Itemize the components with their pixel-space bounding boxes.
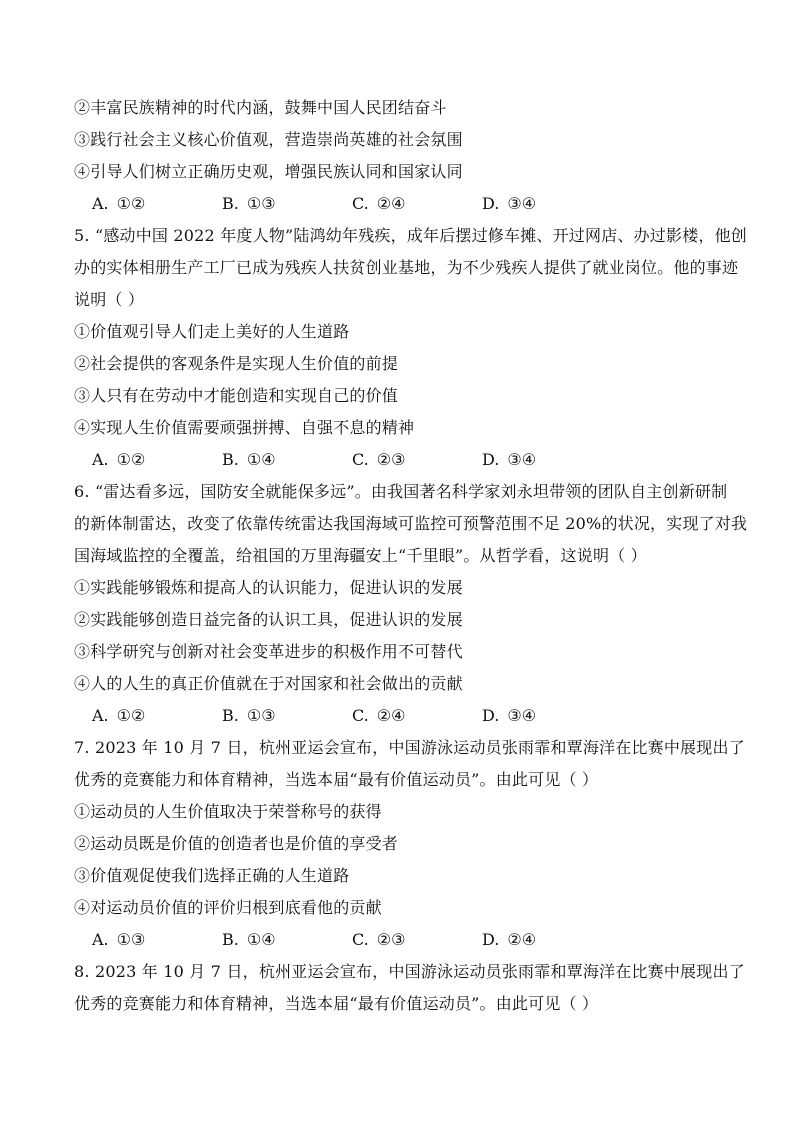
statement-2: ②丰富民族精神的时代内涵，鼓舞中国人民团结奋斗 [74, 98, 447, 117]
question-stem-line: 6. “雷达看多远，国防安全就能保多远”。由我国著名科学家刘永坦带领的团队自主创新研制 [74, 482, 728, 501]
statement-4: ④人的人生的真正价值就在于对国家和社会做出的贡献 [74, 674, 463, 693]
option-a[interactable]: A. ①② [92, 194, 146, 213]
statement-4: ④引导人们树立正确历史观，增强民族认同和国家认同 [74, 162, 463, 181]
question-stem-line: 优秀的竞赛能力和体育精神，当选本届“最有价值运动员”。由此可见（ ） [74, 770, 599, 789]
statement-2: ②运动员既是价值的创造者也是价值的享受者 [74, 834, 399, 853]
option-a[interactable]: A. ①② [92, 706, 146, 725]
option-b[interactable]: B. ①④ [222, 450, 276, 469]
option-c[interactable]: C. ②④ [352, 706, 406, 725]
option-d[interactable]: D. ③④ [482, 706, 537, 725]
statement-2: ②实践能够创造日益完备的认识工具，促进认识的发展 [74, 610, 463, 629]
question-stem-line: 的新体制雷达，改变了依靠传统雷达我国海域可监控可预警范围不足 20%的状况，实现了对我 [74, 514, 748, 533]
option-c[interactable]: C. ②③ [352, 930, 406, 949]
option-d[interactable]: D. ②④ [482, 930, 537, 949]
question-4-tail [74, 92, 724, 220]
question-7 [74, 732, 745, 956]
question-8 [74, 956, 745, 1020]
option-a[interactable]: A. ①③ [92, 930, 146, 949]
question-6 [74, 476, 748, 732]
answer-options [74, 188, 724, 220]
statement-3: ③人只有在劳动中才能创造和实现自己的价值 [74, 386, 399, 405]
statement-1: ①价值观引导人们走上美好的人生道路 [74, 322, 350, 341]
statement-3: ③价值观促使我们选择正确的人生道路 [74, 866, 350, 885]
answer-options [74, 700, 724, 732]
question-5 [74, 220, 748, 476]
question-stem-line: 5. “感动中国 2022 年度人物”陆鸿幼年残疾，成年后摆过修车摊、开过网店、办过影楼，他创 [74, 226, 748, 245]
statement-3: ③科学研究与创新对社会变革进步的积极作用不可替代 [74, 642, 463, 661]
question-stem-line: 国海域监控的全覆盖，给祖国的万里海疆安上“千里眼”。从哲学看，这说明（ ） [74, 546, 647, 565]
exam-page [74, 92, 748, 1020]
statement-4: ④对运动员价值的评价归根到底看他的贡献 [74, 898, 382, 917]
option-d[interactable]: D. ③④ [482, 194, 537, 213]
statement-4: ④实现人生价值需要顽强拼搏、自强不息的精神 [74, 418, 415, 437]
question-stem-line: 说明（ ） [74, 290, 145, 309]
option-c[interactable]: C. ②③ [352, 450, 406, 469]
question-stem-line: 7. 2023 年 10 月 7 日，杭州亚运会宣布，中国游泳运动员张雨霏和覃海洋在比赛中展现出了 [74, 738, 745, 757]
question-stem-line: 8. 2023 年 10 月 7 日，杭州亚运会宣布，中国游泳运动员张雨霏和覃海洋在比赛中展现出了 [74, 962, 745, 981]
option-a[interactable]: A. ①② [92, 450, 146, 469]
answer-options [74, 924, 724, 956]
option-b[interactable]: B. ①③ [222, 194, 276, 213]
statement-1: ①运动员的人生价值取决于荣誉称号的获得 [74, 802, 382, 821]
answer-options [74, 444, 724, 476]
statement-2: ②社会提供的客观条件是实现人生价值的前提 [74, 354, 399, 373]
option-b[interactable]: B. ①③ [222, 706, 276, 725]
statement-3: ③践行社会主义核心价值观，营造崇尚英雄的社会氛围 [74, 130, 463, 149]
question-stem-line: 办的实体相册生产工厂已成为残疾人扶贫创业基地，为不少残疾人提供了就业岗位。他的事迹 [74, 258, 739, 277]
option-c[interactable]: C. ②④ [352, 194, 406, 213]
question-stem-line: 优秀的竞赛能力和体育精神，当选本届“最有价值运动员”。由此可见（ ） [74, 994, 599, 1013]
statement-1: ①实践能够锻炼和提高人的认识能力，促进认识的发展 [74, 578, 463, 597]
option-d[interactable]: D. ③④ [482, 450, 537, 469]
option-b[interactable]: B. ①④ [222, 930, 276, 949]
